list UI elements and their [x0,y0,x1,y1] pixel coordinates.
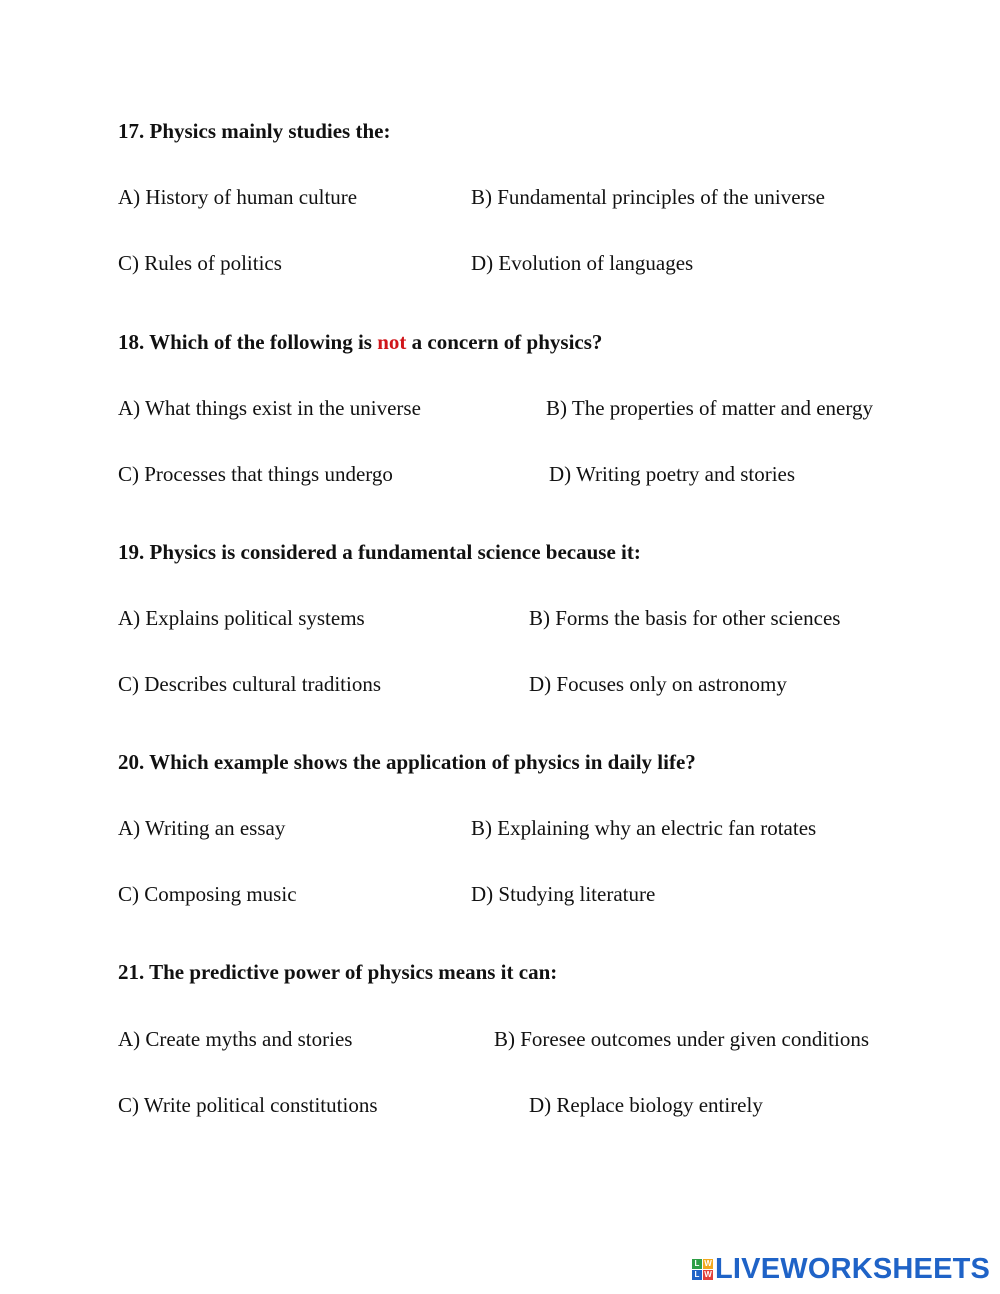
q17-option-b[interactable]: B) Fundamental principles of the universe [471,185,825,209]
q20-option-c[interactable]: C) Composing music [118,882,297,906]
question-20: 20. Which example shows the application of physics in daily life? [118,750,696,774]
q20-option-d[interactable]: D) Studying literature [471,882,656,906]
logo-mark-cell: W [704,1258,712,1268]
q21-option-b[interactable]: B) Foresee outcomes under given conditions [494,1027,870,1051]
logo-mark-cell: L [692,1259,702,1269]
q18-option-b[interactable]: B) The properties of matter and energy [546,396,873,420]
question-17: 17. Physics mainly studies the: [118,119,391,143]
q17-option-a[interactable]: A) History of human culture [118,185,358,209]
q21-option-a[interactable]: A) Create myths and stories [118,1027,353,1051]
q19-option-d[interactable]: D) Focuses only on astronomy [529,672,787,696]
q18-option-a[interactable]: A) What things exist in the universe [118,396,421,420]
q18-option-c[interactable]: C) Processes that things undergo [118,462,393,486]
logo-mark-cell: W [704,1269,712,1279]
logo-mark-cell: L [692,1270,702,1280]
q17-option-d[interactable]: D) Evolution of languages [471,251,694,275]
question-19: 19. Physics is considered a fundamental science because it: [118,540,641,564]
q21-option-c[interactable]: C) Write political constitutions [118,1093,378,1117]
question-18 [118,330,602,355]
q21-option-d[interactable]: D) Replace biology entirely [529,1093,763,1117]
question-18-highlight-word: not [377,330,407,354]
question-18-text-start: 18. Which of the following is [118,330,378,354]
q17-option-c[interactable]: C) Rules of politics [118,251,282,275]
q19-option-a[interactable]: A) Explains political systems [118,606,365,630]
liveworksheets-logo [692,1252,990,1286]
liveworksheets-logo-text: LIVEWORKSHEETS [715,1252,991,1285]
liveworksheets-logo-icon [692,1259,713,1280]
question-18-text-end: a concern of physics? [406,330,603,354]
q20-option-a[interactable]: A) Writing an essay [118,816,286,840]
q20-option-b[interactable]: B) Explaining why an electric fan rotates [471,816,817,840]
q19-option-b[interactable]: B) Forms the basis for other sciences [529,606,841,630]
question-21: 21. The predictive power of physics means it can: [118,960,558,984]
q19-option-c[interactable]: C) Describes cultural traditions [118,672,382,696]
q18-option-d[interactable]: D) Writing poetry and stories [549,462,796,486]
